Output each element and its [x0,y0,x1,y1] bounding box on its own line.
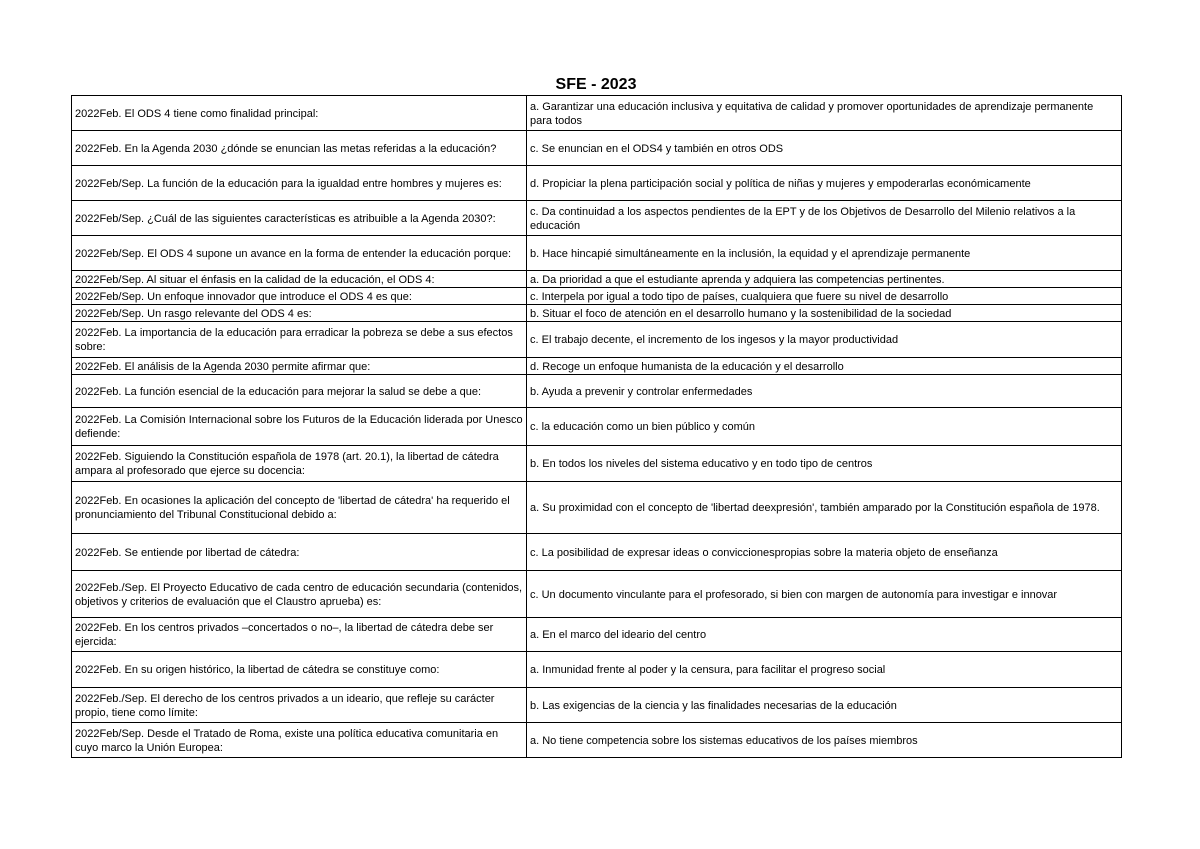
table-row [72,571,1122,618]
question-cell: 2022Feb/Sep. Un rasgo relevante del ODS 4 es: [72,305,527,322]
question-cell: 2022Feb/Sep. La función de la educación para la igualdad entre hombres y mujeres es: [72,166,527,201]
answer-cell: d. Propiciar la plena participación social y política de niñas y mujeres y empoderarlas económicamente [527,166,1122,201]
question-cell: 2022Feb. En ocasiones la aplicación del concepto de 'libertad de cátedra' ha requerido el pronunciamiento del Tribunal Constitucional debido a: [72,482,527,534]
questions-table [71,95,1122,758]
table-row [72,236,1122,271]
question-cell: 2022Feb. En su origen histórico, la libertad de cátedra se constituye como: [72,652,527,688]
answer-cell: a. Garantizar una educación inclusiva y equitativa de calidad y promover oportunidades de aprendizaje permanente para todos [527,96,1122,131]
answer-cell: a. En el marco del ideario del centro [527,618,1122,652]
question-cell: 2022Feb. El ODS 4 tiene como finalidad principal: [72,96,527,131]
table-row [72,482,1122,534]
questions-table-body [72,96,1122,758]
answer-cell: a. Inmunidad frente al poder y la censura, para facilitar el progreso social [527,652,1122,688]
question-cell: 2022Feb. Se entiende por libertad de cátedra: [72,534,527,571]
question-cell: 2022Feb. Siguiendo la Constitución española de 1978 (art. 20.1), la libertad de cátedra ampara al profesorado que ejerce su docencia: [72,446,527,482]
question-cell: 2022Feb/Sep. Al situar el énfasis en la calidad de la educación, el ODS 4: [72,271,527,288]
table-row [72,322,1122,358]
document-title: SFE - 2023 [555,76,637,93]
table-row [72,652,1122,688]
table-row [72,271,1122,288]
answer-cell: c. Se enuncian en el ODS4 y también en otros ODS [527,131,1122,166]
table-row [72,131,1122,166]
table-row [72,375,1122,408]
table-row [72,534,1122,571]
answer-cell: c. la educación como un bien público y común [527,408,1122,446]
table-row [72,618,1122,652]
answer-cell: b. Ayuda a prevenir y controlar enfermedades [527,375,1122,408]
question-cell: 2022Feb. La importancia de la educación para erradicar la pobreza se debe a sus efectos sobre: [72,322,527,358]
question-cell: 2022Feb./Sep. El Proyecto Educativo de cada centro de educación secundaria (contenidos, objetivos y criterios de evaluación que el Claustro aprueba) es: [72,571,527,618]
answer-cell: c. Interpela por igual a todo tipo de países, cualquiera que fuere su nivel de desarrollo [527,288,1122,305]
table-row [72,288,1122,305]
question-cell: 2022Feb/Sep. El ODS 4 supone un avance en la forma de entender la educación porque: [72,236,527,271]
question-cell: 2022Feb/Sep. ¿Cuál de las siguientes características es atribuible a la Agenda 2030?: [72,201,527,236]
table-row [72,408,1122,446]
table-row [72,446,1122,482]
answer-cell: c. El trabajo decente, el incremento de los ingesos y la mayor productividad [527,322,1122,358]
table-row [72,201,1122,236]
answer-cell: c. Un documento vinculante para el profesorado, si bien con margen de autonomía para investigar e innovar [527,571,1122,618]
table-row [72,688,1122,723]
question-cell: 2022Feb/Sep. Un enfoque innovador que introduce el ODS 4 es que: [72,288,527,305]
answer-cell: c. La posibilidad de expresar ideas o conviccionespropias sobre la materia objeto de enseñanza [527,534,1122,571]
answer-cell: a. Su proximidad con el concepto de 'libertad deexpresión', también amparado por la Constitución española de 1978. [527,482,1122,534]
answer-cell: b. Hace hincapié simultáneamente en la inclusión, la equidad y el aprendizaje permanente [527,236,1122,271]
answer-cell: b. Situar el foco de atención en el desarrollo humano y la sostenibilidad de la sociedad [527,305,1122,322]
question-cell: 2022Feb/Sep. Desde el Tratado de Roma, existe una política educativa comunitaria en cuyo marco la Unión Europea: [72,723,527,758]
answer-cell: a. No tiene competencia sobre los sistemas educativos de los países miembros [527,723,1122,758]
answer-cell: d. Recoge un enfoque humanista de la educación y el desarrollo [527,358,1122,375]
question-cell: 2022Feb. En la Agenda 2030 ¿dónde se enuncian las metas referidas a la educación? [72,131,527,166]
question-cell: 2022Feb. La Comisión Internacional sobre los Futuros de la Educación liderada por Unesco defiende: [72,408,527,446]
question-cell: 2022Feb./Sep. El derecho de los centros privados a un ideario, que refleje su carácter propio, tiene como límite: [72,688,527,723]
table-row [72,358,1122,375]
question-cell: 2022Feb. La función esencial de la educación para mejorar la salud se debe a que: [72,375,527,408]
table-row [72,96,1122,131]
question-cell: 2022Feb. En los centros privados –concertados o no–, la libertad de cátedra debe ser ejercida: [72,618,527,652]
table-row [72,723,1122,758]
answer-cell: b. Las exigencias de la ciencia y las finalidades necesarias de la educación [527,688,1122,723]
question-cell: 2022Feb. El análisis de la Agenda 2030 permite afirmar que: [72,358,527,375]
table-row [72,305,1122,322]
answer-cell: a. Da prioridad a que el estudiante aprenda y adquiera las competencias pertinentes. [527,271,1122,288]
table-row [72,166,1122,201]
answer-cell: c. Da continuidad a los aspectos pendientes de la EPT y de los Objetivos de Desarrollo del Milenio relativos a la educación [527,201,1122,236]
answer-cell: b. En todos los niveles del sistema educativo y en todo tipo de centros [527,446,1122,482]
